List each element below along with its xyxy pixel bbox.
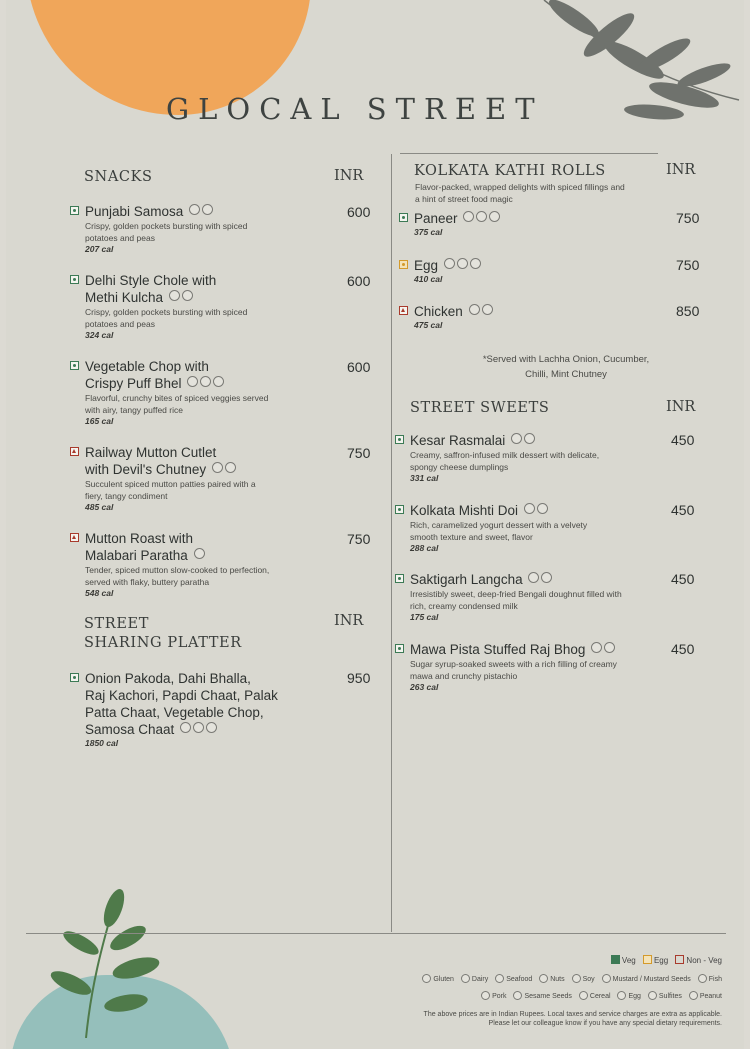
legend-label: Dairy	[471, 976, 489, 983]
legend-label: Pork	[492, 993, 507, 1000]
item-name: Chicken	[414, 304, 463, 319]
footer-note	[424, 1010, 722, 1028]
dairy-icon	[591, 642, 602, 653]
platter-heading	[84, 615, 242, 653]
sulfites-icon	[648, 991, 657, 1000]
item-calories: 375 cal	[414, 227, 443, 237]
platter-heading-line2: SHARING PLATTER	[84, 635, 242, 651]
sesame-icon	[513, 991, 522, 1000]
item-name: Mawa Pista Stuffed Raj Bhog	[410, 642, 586, 657]
item-name: Railway Mutton Cutlet	[85, 445, 217, 460]
peanut-icon	[689, 991, 698, 1000]
item-description: Flavorful, crunchy bites of spiced veggies served with airy, tangy puffed rice	[85, 393, 269, 415]
item-name-line4: Samosa Chaat	[85, 722, 175, 737]
item-calories: 207 cal	[85, 244, 114, 254]
item-calories: 410 cal	[414, 274, 443, 284]
item-name: Vegetable Chop with	[85, 359, 209, 374]
gluten-icon	[422, 974, 431, 983]
item-calories: 175 cal	[410, 612, 439, 622]
item-name: Paneer	[414, 211, 458, 226]
veg-icon	[70, 361, 79, 370]
veg-icon	[70, 673, 79, 682]
dairy-icon	[193, 722, 204, 733]
egg-icon	[225, 462, 236, 473]
item-price: 450	[671, 432, 695, 448]
egg-icon	[457, 258, 468, 269]
nuts-icon	[524, 433, 535, 444]
menu-item	[85, 530, 385, 599]
nuts-icon	[539, 974, 548, 983]
item-description: Succulent spiced mutton patties paired with a fiery, tangy condiment	[85, 479, 256, 501]
menu-item	[410, 502, 620, 554]
nonveg-icon	[70, 533, 79, 542]
served-note-line2: Chilli, Mint Chutney	[525, 369, 607, 380]
item-price: 600	[347, 359, 371, 375]
egg-type-icon	[399, 260, 408, 269]
column-divider	[391, 154, 392, 932]
mustard-icon	[213, 376, 224, 387]
nonveg-icon	[675, 955, 684, 964]
allergen-legend-row2	[362, 989, 722, 1005]
legend-label: Sesame Seeds	[524, 993, 572, 1000]
item-name: Punjabi Samosa	[85, 204, 184, 219]
item-price: 450	[671, 571, 695, 587]
item-name-line3: Patta Chaat, Vegetable Chop,	[85, 705, 264, 720]
nuts-icon	[537, 503, 548, 514]
snacks-heading: SNACKS	[84, 169, 153, 185]
egg-type-icon	[643, 955, 652, 964]
gluten-icon	[444, 258, 455, 269]
allergen-legend-row1	[362, 972, 722, 988]
menu-item	[85, 358, 385, 427]
food-type-legend	[606, 955, 722, 965]
menu-item	[410, 432, 620, 484]
gluten-icon	[180, 722, 191, 733]
mustard-icon	[489, 211, 500, 222]
legend-label: Soy	[582, 976, 595, 983]
top-divider	[400, 153, 658, 154]
item-calories: 165 cal	[85, 416, 114, 426]
page-title: GLOCAL STREET	[166, 92, 544, 126]
veg-icon	[395, 505, 404, 514]
menu-item	[414, 257, 614, 285]
nonveg-icon	[399, 306, 408, 315]
seafood-icon	[495, 974, 504, 983]
snacks-currency: INR	[334, 168, 364, 184]
legend-veg: Veg	[621, 956, 636, 965]
sweets-heading: STREET SWEETS	[410, 400, 550, 416]
dairy-icon	[511, 433, 522, 444]
item-calories: 324 cal	[85, 330, 114, 340]
item-price: 750	[676, 210, 700, 226]
item-price: 750	[676, 257, 700, 273]
item-calories: 331 cal	[410, 473, 439, 483]
legend-egg: Egg	[653, 956, 669, 965]
item-name-line2: Raj Kachori, Papdi Chaat, Palak	[85, 688, 278, 703]
sulfites-icon	[200, 376, 211, 387]
item-calories: 263 cal	[410, 682, 439, 692]
item-name: Egg	[414, 258, 439, 273]
pork-icon	[481, 991, 490, 1000]
footer-line2: Please let our colleague know if you have any special dietary requirements.	[488, 1020, 722, 1027]
item-description: Tender, spiced mutton slow-cooked to perfection, served with flaky, buttery paratha	[85, 565, 270, 587]
item-description: Crispy, golden pockets bursting with spiced potatoes and peas	[85, 221, 248, 243]
gluten-icon	[169, 290, 180, 301]
item-calories: 475 cal	[414, 320, 443, 330]
menu-item	[85, 670, 325, 749]
dairy-icon	[524, 503, 535, 514]
item-calories: 548 cal	[85, 588, 114, 598]
soy-icon	[572, 974, 581, 983]
gluten-icon	[212, 462, 223, 473]
gluten-icon	[187, 376, 198, 387]
legend-label: Sulfites	[658, 993, 682, 1000]
footer-line1: The above prices are in Indian Rupees. Local taxes and service charges are extra as applicable.	[423, 1011, 722, 1018]
item-name-line2: Malabari Paratha	[85, 548, 188, 563]
item-price: 450	[671, 641, 695, 657]
gluten-icon	[194, 548, 205, 559]
item-name: Kesar Rasmalai	[410, 433, 506, 448]
item-name: Saktigarh Langcha	[410, 572, 523, 587]
menu-item	[414, 210, 614, 238]
egg-icon	[617, 991, 626, 1000]
dairy-icon	[476, 211, 487, 222]
legend-label: Nuts	[550, 976, 565, 983]
veg-icon	[611, 955, 620, 964]
item-description: Creamy, saffron-infused milk dessert with delicate, spongy cheese dumplings	[410, 450, 600, 472]
leaf-branch-icon	[514, 0, 744, 140]
menu-page	[6, 0, 744, 1049]
gluten-icon	[469, 304, 480, 315]
item-name-line2: Crispy Puff Bhel	[85, 376, 182, 391]
gluten-icon	[463, 211, 474, 222]
item-name: Kolkata Mishti Doi	[410, 503, 519, 518]
menu-item	[410, 641, 660, 693]
legend-label: Mustard / Mustard Seeds	[612, 976, 691, 983]
item-calories: 288 cal	[410, 543, 439, 553]
item-description: Irresistibly sweet, deep-fried Bengali doughnut filled with rich, creamy condensed milk	[410, 589, 622, 611]
menu-item	[414, 303, 614, 331]
fish-icon	[698, 974, 707, 983]
soy-icon	[206, 722, 217, 733]
item-description: Rich, caramelized yogurt dessert with a velvety smooth texture and sweet, flavor	[410, 520, 588, 542]
mustard-icon	[602, 974, 611, 983]
item-price: 950	[347, 670, 371, 686]
legend-label: Peanut	[699, 993, 722, 1000]
platter-currency: INR	[334, 613, 364, 629]
mustard-icon	[470, 258, 481, 269]
menu-item	[85, 203, 385, 255]
bottom-divider	[26, 933, 726, 934]
veg-icon	[395, 574, 404, 583]
item-price: 450	[671, 502, 695, 518]
item-description: Crispy, golden pockets bursting with spiced potatoes and peas	[85, 307, 248, 329]
legend-nonveg: Non - Veg	[686, 956, 722, 965]
menu-item	[85, 272, 385, 341]
item-price: 600	[347, 273, 371, 289]
item-price: 750	[347, 531, 371, 547]
menu-item	[410, 571, 630, 623]
item-description: Sugar syrup-soaked sweets with a rich filling of creamy mawa and crunchy pistachio	[410, 659, 617, 681]
rolls-heading: KOLKATA KATHI ROLLS	[414, 163, 606, 179]
legend-label: Seafood	[506, 976, 533, 983]
gluten-icon	[189, 204, 200, 215]
item-price: 850	[676, 303, 700, 319]
served-note-line1: *Served with Lachha Onion, Cucumber,	[482, 354, 650, 365]
menu-item	[85, 444, 385, 513]
dairy-icon	[528, 572, 539, 583]
mustard-icon	[482, 304, 493, 315]
item-calories: 1850 cal	[85, 738, 119, 748]
rolls-intro: Flavor-packed, wrapped delights with spiced fillings and a hint of street food magic	[415, 182, 625, 204]
served-note	[451, 352, 681, 382]
item-calories: 485 cal	[85, 502, 114, 512]
platter-heading-line1: STREET	[84, 616, 149, 632]
soy-icon	[202, 204, 213, 215]
rolls-currency: INR	[666, 162, 696, 178]
item-name-line2: Methi Kulcha	[85, 290, 164, 305]
nuts-icon	[604, 642, 615, 653]
cereal-icon	[579, 991, 588, 1000]
legend-label: Fish	[708, 976, 722, 983]
veg-icon	[399, 213, 408, 222]
item-price: 600	[347, 204, 371, 220]
item-price: 750	[347, 445, 371, 461]
legend-label: Cereal	[589, 993, 611, 1000]
nuts-icon	[541, 572, 552, 583]
veg-icon	[395, 435, 404, 444]
item-name: Onion Pakoda, Dahi Bhalla,	[85, 671, 251, 686]
item-name: Delhi Style Chole with	[85, 273, 217, 288]
nonveg-icon	[70, 447, 79, 456]
item-name: Mutton Roast with	[85, 531, 194, 546]
plant-icon	[46, 888, 166, 1038]
veg-icon	[70, 275, 79, 284]
legend-label: Gluten	[433, 976, 454, 983]
veg-icon	[395, 644, 404, 653]
sweets-currency: INR	[666, 399, 696, 415]
dairy-icon	[461, 974, 470, 983]
item-name-line2: with Devil's Chutney	[85, 462, 207, 477]
dairy-icon	[182, 290, 193, 301]
veg-icon	[70, 206, 79, 215]
legend-label: Egg	[628, 993, 641, 1000]
